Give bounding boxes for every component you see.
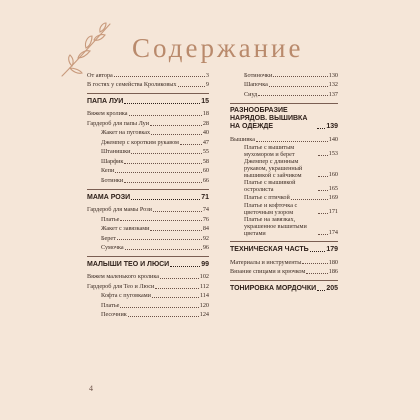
toc-subentry[interactable]: Песочник 124: [101, 311, 209, 319]
toc-subentry[interactable]: Шарфик 58: [101, 157, 209, 165]
toc-subentry[interactable]: Джемпер с коротким рукавом 47: [101, 138, 209, 146]
toc-subentry[interactable]: Платье и кофточка с цветочным узором 171: [244, 202, 338, 217]
toc-section-heading[interactable]: ПАПА ЛУИ 15: [87, 97, 209, 105]
toc-subentry[interactable]: Кепи 60: [101, 167, 209, 175]
toc-entry[interactable]: В гостях у семейства Кроликовых 9: [87, 81, 209, 88]
toc-subentry[interactable]: Сиуд 137: [244, 90, 338, 98]
page-title: Содержание: [132, 33, 304, 63]
toc-entry[interactable]: От автора 3: [87, 71, 209, 79]
toc-subentry[interactable]: Штанишки 55: [101, 148, 209, 156]
toc-subentry[interactable]: Платье с вышивкой остролиста 165: [244, 178, 338, 193]
toc-subentry[interactable]: Ботинки 66: [101, 176, 209, 184]
toc-left-column: [87, 70, 209, 319]
toc-right-column: [230, 70, 338, 293]
toc-subentry[interactable]: Шапочка 132: [244, 81, 338, 88]
toc-section-heading[interactable]: МАЛЫШИ ТЕО И ЛЮСИ 99: [87, 260, 209, 268]
divider: [230, 280, 338, 281]
toc-subentry[interactable]: Сумочка 96: [101, 244, 209, 252]
toc-entry[interactable]: Вязание спицами и крючком 186: [230, 268, 338, 276]
divider: [87, 189, 209, 190]
toc-section-heading[interactable]: МАМА РОЗИ 71: [87, 193, 209, 201]
toc-subentry[interactable]: Платье 76: [101, 215, 209, 223]
toc-subentry[interactable]: Кофта с пуговками 114: [101, 292, 209, 300]
toc-entry[interactable]: Гардероб для Тео и Люси 112: [87, 282, 209, 290]
toc-entry[interactable]: Вяжем кролика 18: [87, 110, 209, 118]
toc-entry[interactable]: Гардероб для мамы Рози 74: [87, 206, 209, 214]
toc-subentry[interactable]: Платье с птичкой 169: [244, 194, 338, 202]
toc-section-heading[interactable]: ТОНИРОВКА МОРДОЧКИ 205: [230, 284, 338, 292]
toc-entry[interactable]: Вяжем маленького кролика 102: [87, 273, 209, 281]
toc-subentry[interactable]: Жакет на пуговках 40: [101, 129, 209, 137]
toc-subentry[interactable]: Платье 120: [101, 301, 209, 309]
toc-entry[interactable]: Гардероб для папы Луи 28: [87, 119, 209, 127]
toc-subentry[interactable]: Джемпер с длинным рукавом, украшенный вышивкой с зайчиком 160: [244, 157, 338, 179]
divider: [230, 103, 338, 104]
divider: [87, 93, 209, 94]
toc-entry[interactable]: Материалы и инструменты 180: [230, 258, 338, 266]
toc-section-heading[interactable]: РАЗНООБРАЗИЕ НАРЯДОВ. ВЫШИВКА НА ОДЕЖДЕ 139: [230, 107, 338, 131]
toc-subentry[interactable]: Берет 92: [101, 234, 209, 242]
toc-subentry[interactable]: Ботиночки 130: [244, 71, 338, 79]
toc-section-heading[interactable]: ТЕХНИЧЕСКАЯ ЧАСТЬ 179: [230, 246, 338, 254]
divider: [230, 241, 338, 242]
toc-subentry[interactable]: Жакет с завязками 84: [101, 225, 209, 233]
divider: [87, 256, 209, 257]
toc-entry[interactable]: Вышивка 140: [230, 135, 338, 143]
toc-subentry[interactable]: Платье с вышитым мухомором и берет 153: [244, 143, 338, 158]
page-number: 4: [89, 384, 93, 393]
toc-subentry[interactable]: Платье на завязках, украшенное вышитыми цветами 174: [244, 216, 338, 238]
